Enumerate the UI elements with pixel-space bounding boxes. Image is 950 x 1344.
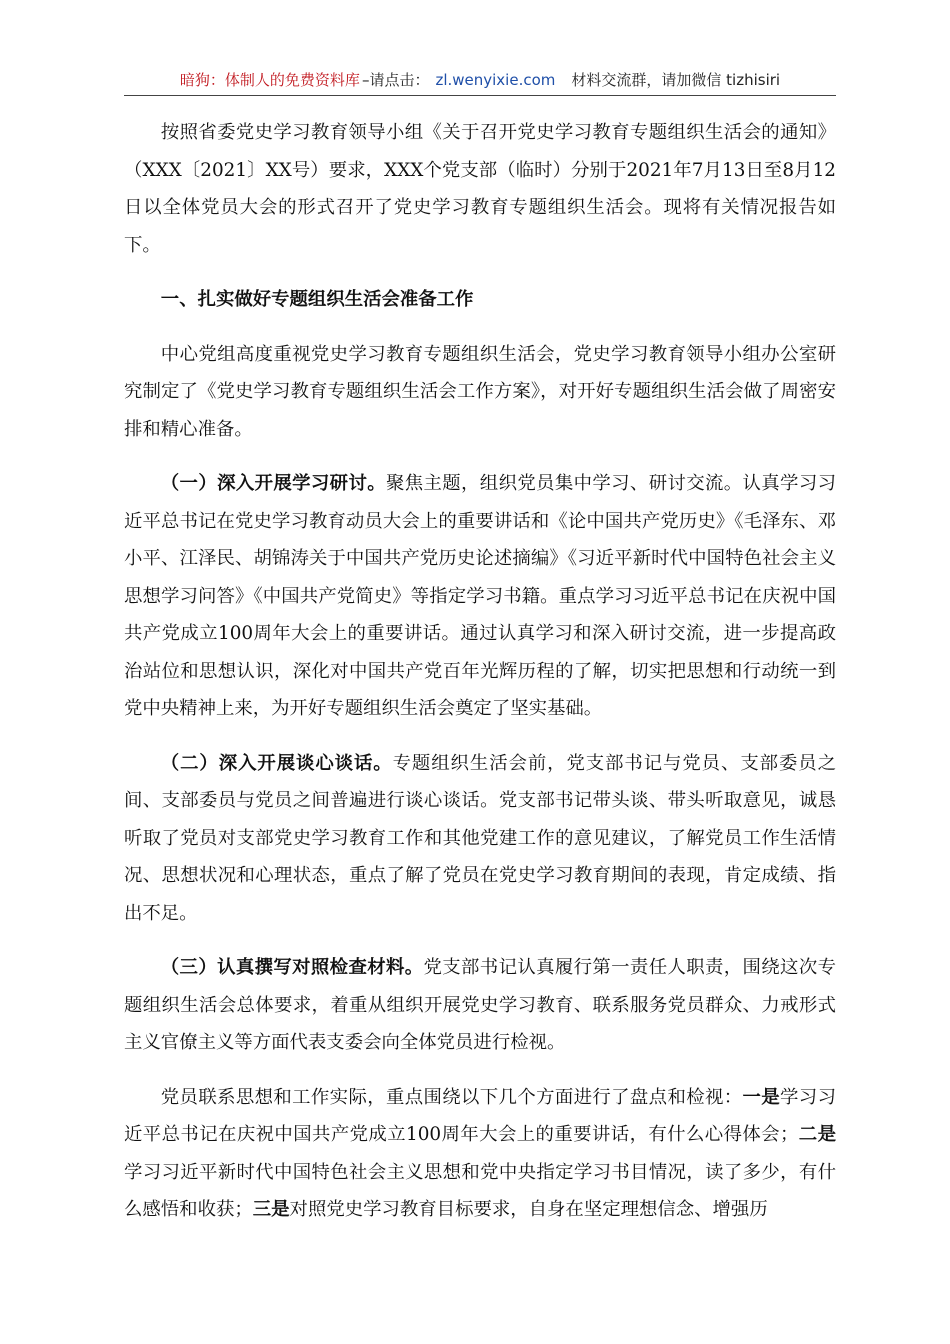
review-point-1: 学习习近平总书记在庆祝中国共产党成立100周年大会上的重要讲话，有什么心得体会； bbox=[124, 1086, 836, 1145]
item-title-3: （三）认真撰写对照检查材料。 bbox=[160, 957, 424, 978]
section-heading-1: 一、扎实做好专题组织生活会准备工作 bbox=[160, 289, 474, 310]
review-point-2: 学习习近平新时代中国特色社会主义思想和党中央指定学习书目情况，读了多少，有什么感悟和收获； bbox=[124, 1161, 836, 1220]
item-paragraph-1 bbox=[124, 465, 836, 728]
document-body bbox=[124, 114, 836, 1229]
review-point-3: 对照党史学习教育目标要求，自身在坚定理想信念、增强历 bbox=[289, 1199, 768, 1220]
label-one: 一是 bbox=[742, 1086, 781, 1108]
item-paragraph-2 bbox=[124, 745, 836, 933]
header-url-link[interactable]: zl.wenyixie.com bbox=[435, 71, 556, 89]
header-brand: 暗狗：体制人的免费资料库 bbox=[179, 71, 360, 89]
intro-paragraph: 按照省委党史学习教育领导小组《关于召开党史学习教育专题组织生活会的通知》（XXX〔2021〕XX号）要求，XXX个党支部（临时）分别于2021年7月13日至8月12日以全体党员大会的形式召开了党史学习教育专题组织生活会。现将有关情况报告如下。 bbox=[124, 122, 836, 256]
section1-paragraph: 中心党组高度重视党史学习教育专题组织生活会，党史学习教育领导小组办公室研究制定了《党史学习教育专题组织生活会工作方案》，对开好专题组织生活会做了周密安排和精心准备。 bbox=[124, 343, 836, 440]
item-body-2: 专题组织生活会前，党支部书记与党员、支部委员之间、支部委员与党员之间普遍进行谈心谈话。党支部书记带头谈、带头听取意见，诚恳听取了党员对支部党史学习教育工作和其他党建工作的意见建议，了解党员工作生活情况、思想状况和心理状态，重点了解了党员在党史学习教育期间的表现，肯定成绩、指出不足。 bbox=[124, 752, 836, 924]
label-three: 三是 bbox=[252, 1199, 290, 1220]
item-paragraph-3 bbox=[124, 949, 836, 1062]
label-two: 二是 bbox=[798, 1124, 836, 1145]
item-body-3: 党支部书记认真履行第一责任人职责，围绕这次专题组织生活会总体要求，着重从组织开展党史学习教育、联系服务党员群众、力戒形式主义官僚主义等方面代表支委会向全体党员进行检视。 bbox=[124, 957, 836, 1053]
header-wechat-note: 材料交流群，请加微信 tizhisiri bbox=[571, 71, 781, 89]
header-divider bbox=[124, 95, 836, 96]
item-title-2: （二）深入开展谈心谈话。 bbox=[160, 752, 393, 774]
item-title-1: （一）深入开展学习研讨。 bbox=[160, 473, 386, 494]
review-paragraph bbox=[124, 1079, 836, 1229]
item-body-1: 聚焦主题，组织党员集中学习、研讨交流。认真学习习近平总书记在党史学习教育动员大会上的重要讲话和《论中国共产党历史》《毛泽东、邓小平、江泽民、胡锦涛关于中国共产党历史论述摘编》《习近平新时代中国特色社会主义思想学习问答》《中国共产党简史》等指定学习书籍。重点学习习近平总书记在庆祝中国共产党成立100周年大会上的重要讲话。通过认真学习和深入研讨交流，进一步提高政治站位和思想认识，深化对中国共产党百年光辉历程的了解，切实把思想和行动统一到党中央精神上来，为开好专题组织生活会奠定了坚实基础。 bbox=[124, 473, 836, 719]
review-intro: 党员联系思想和工作实际，重点围绕以下几个方面进行了盘点和检视： bbox=[160, 1086, 743, 1108]
header-separator: –请点击： bbox=[361, 71, 430, 89]
page-header bbox=[124, 68, 836, 92]
